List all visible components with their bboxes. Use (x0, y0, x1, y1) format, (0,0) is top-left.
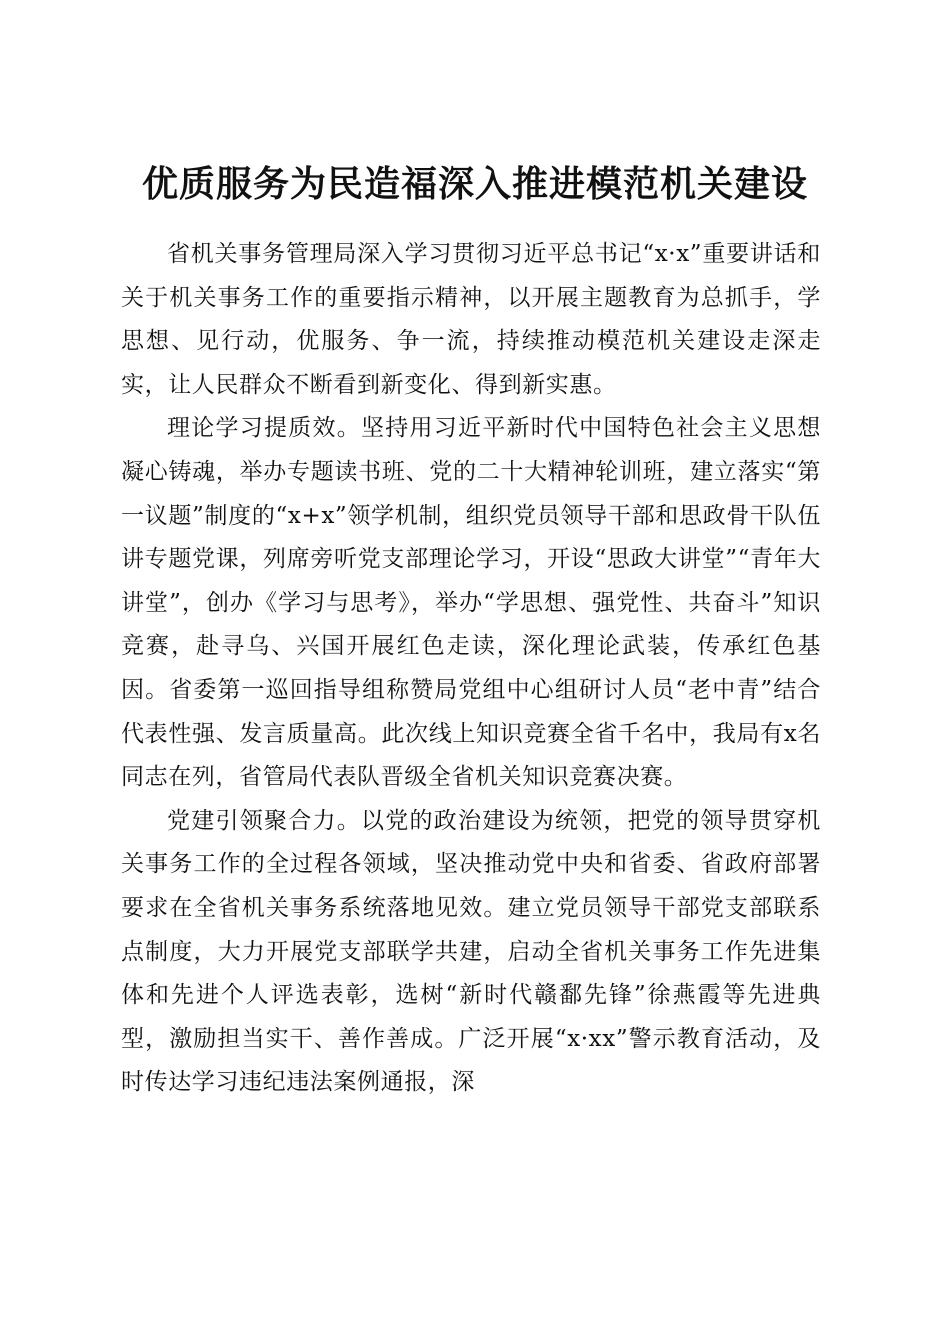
document-body (121, 233, 821, 1105)
document-title: 优质服务为民造福深入推进模范机关建设 (141, 163, 808, 206)
paragraph-theory-study: 理论学习提质效。坚持用习近平新时代中国特色社会主义思想凝心铸魂，举办专题读书班、党的二十大精神轮训班，建立落实“第一议题”制度的“x+x”领学机制，组织党员领导干部和思政骨干队伍讲专题党课，列席旁听党支部理论学习，开设“思政大讲堂”“青年大讲堂”，创办《学习与思考》，举办“学思想、强党性、共奋斗”知识竞赛，赴寻乌、兴国开展红色走读，深化理论武装，传承红色基因。省委第一巡回指导组称赞局党组中心组研讨人员“老中青”结合代表性强、发言质量高。此次线上知识竞赛全省千名中，我局有x名同志在列，省管局代表队晋级全省机关知识竞赛决赛。 (121, 415, 821, 791)
paragraph-intro: 省机关事务管理局深入学习贯彻习近平总书记“x·x”重要讲话和关于机关事务工作的重要指示精神，以开展主题教育为总抓手，学思想、见行动，优服务、争一流，持续推动模范机关建设走深走实，让人民群众不断看到新变化、得到新实惠。 (121, 241, 821, 398)
paragraph-party-building: 党建引领聚合力。以党的政治建设为统领，把党的领导贯穿机关事务工作的全过程各领域，坚决推动党中央和省委、省政府部署要求在全省机关事务系统落地见效。建立党员领导干部党支部联系点制度，大力开展党支部联学共建，启动全省机关事务工作先进集体和先进个人评选表彰，选树“新时代赣鄱先锋”徐燕霞等先进典型，激励担当实干、善作善成。广泛开展“x·xx”警示教育活动，及时传达学习违纪违法案例通报，深 (121, 807, 821, 1096)
